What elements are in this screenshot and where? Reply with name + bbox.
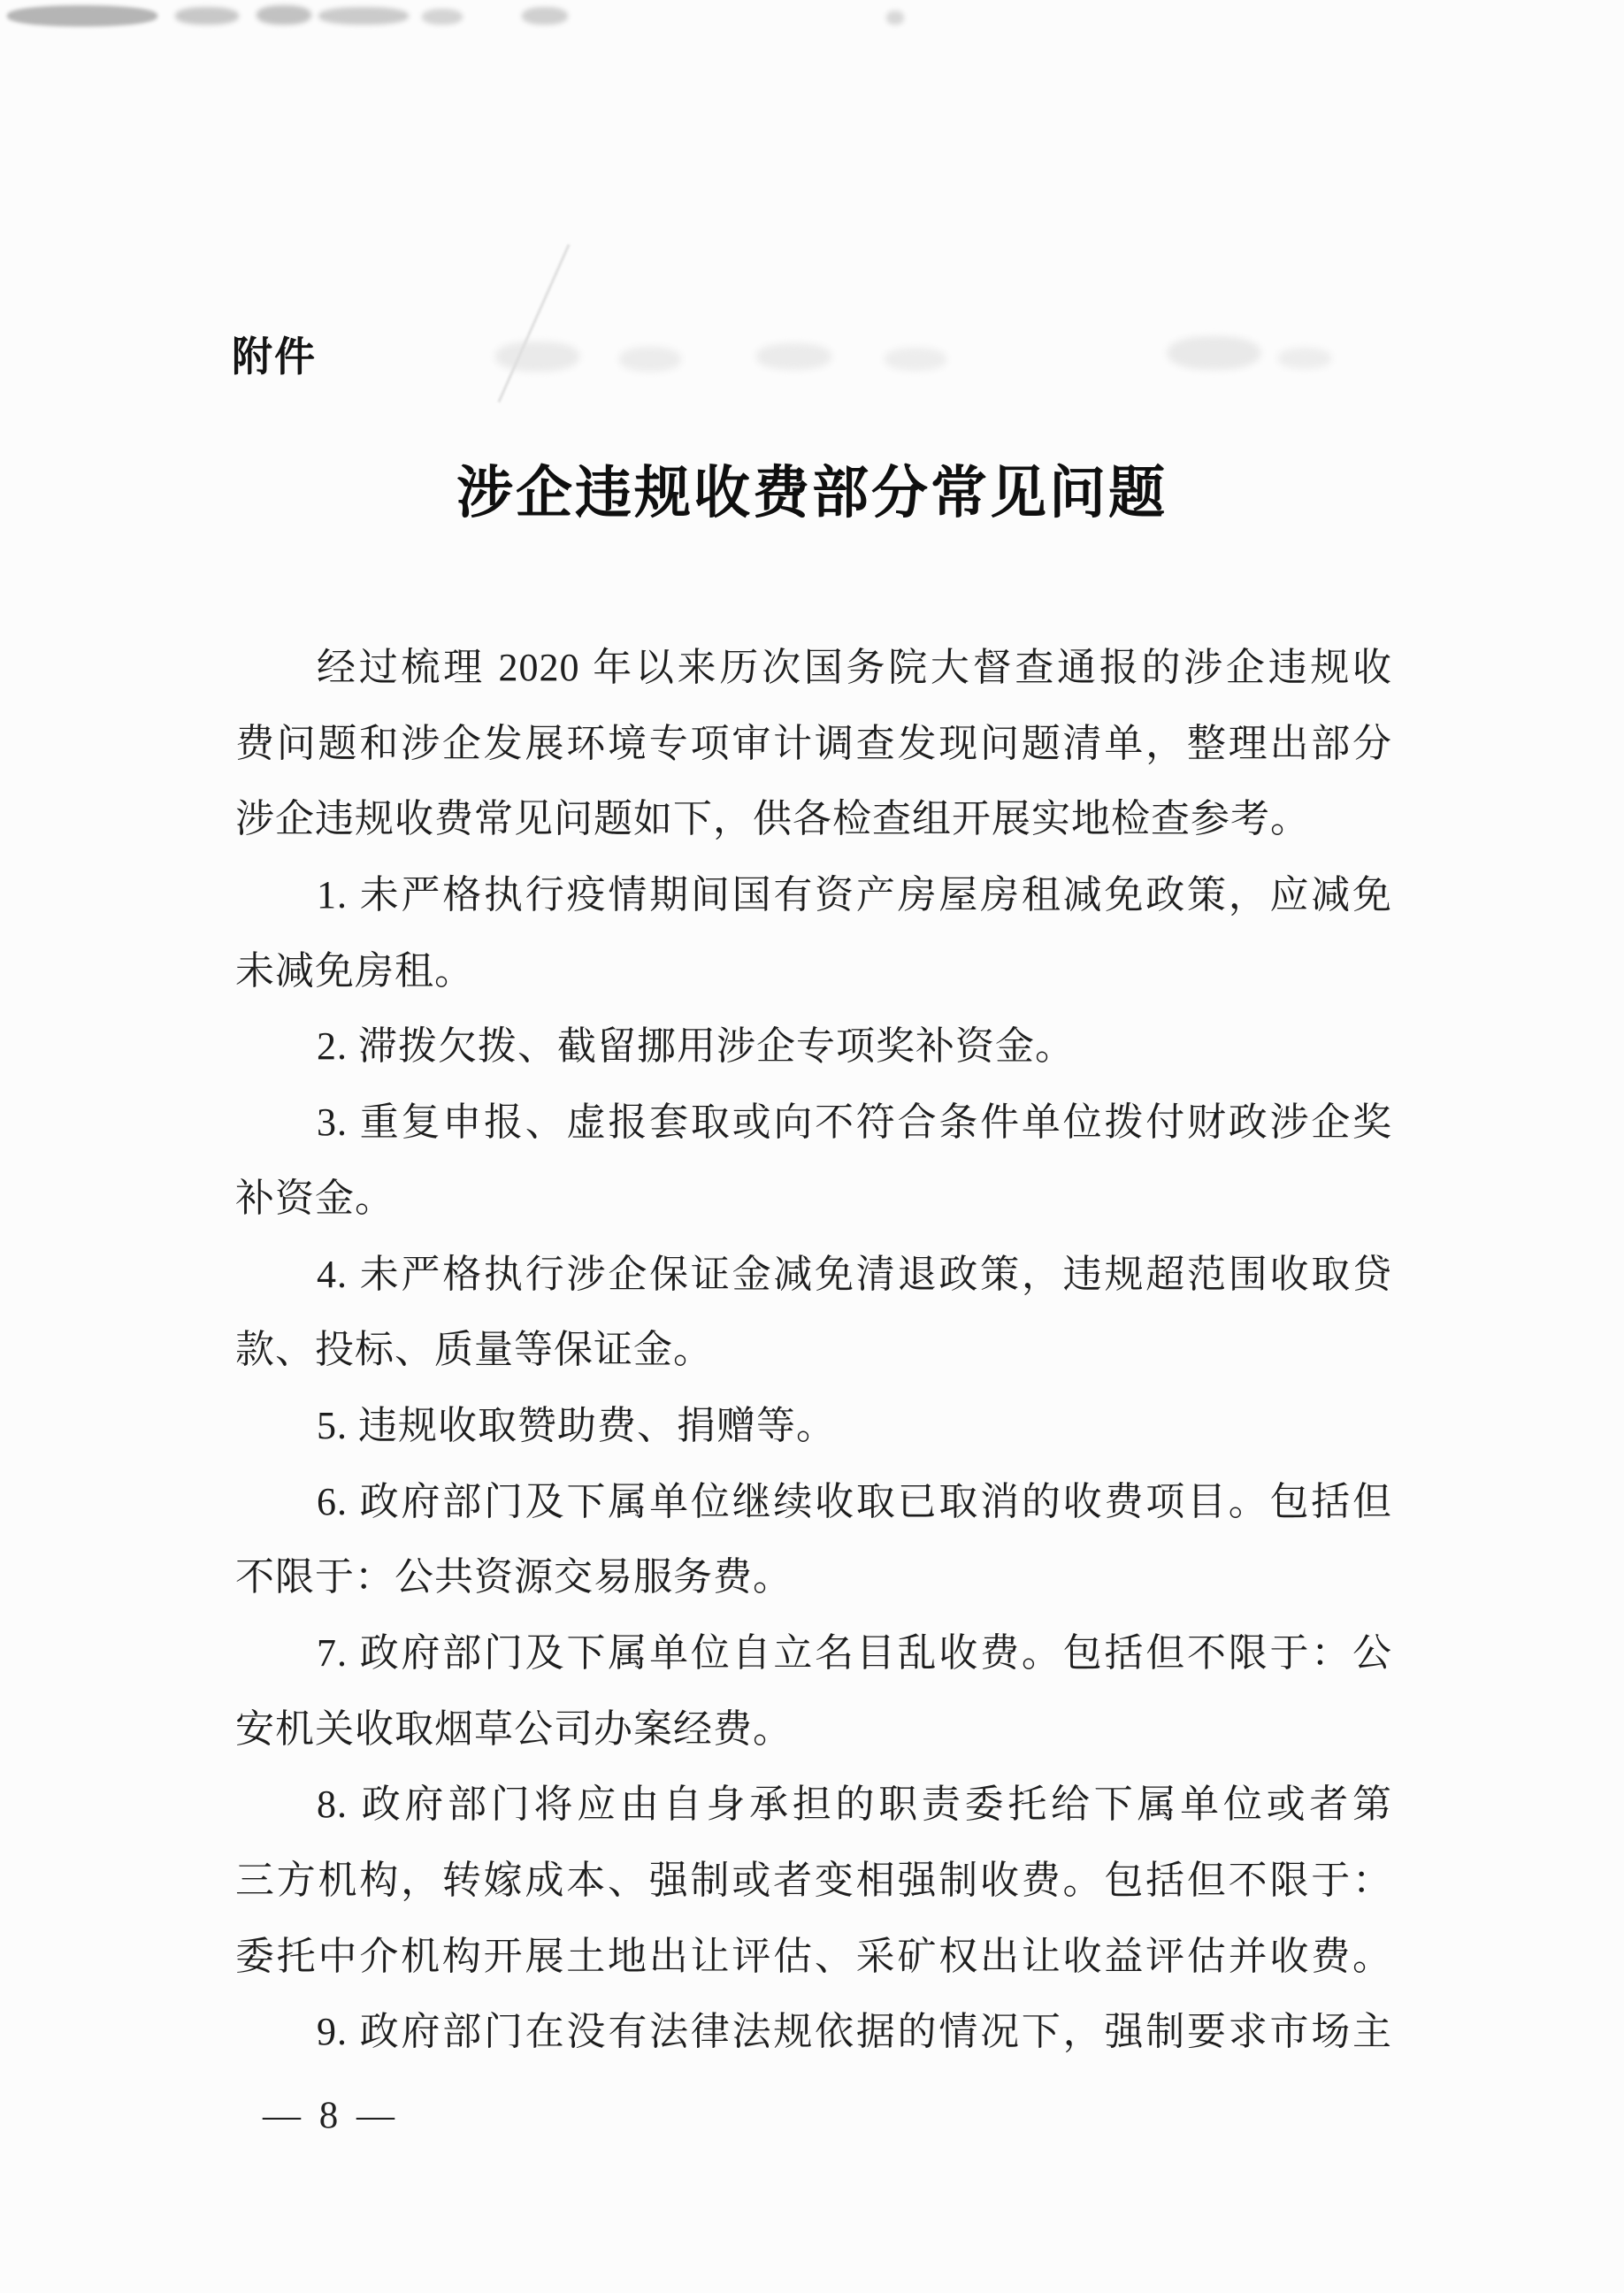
body-line-7: 3. 重复申报、虚报套取或向不符合条件单位拨付财政涉企奖	[317, 1100, 1392, 1145]
scan-smudge	[495, 341, 579, 372]
body-line-10: 款、投标、质量等保证金。	[235, 1328, 713, 1372]
scan-smudge	[885, 348, 946, 371]
scan-smudge	[619, 347, 681, 372]
body-line-6: 2. 滞拨欠拨、截留挪用涉企专项奖补资金。	[317, 1024, 1075, 1069]
body-line-9: 4. 未严格执行涉企保证金减免清退政策，违规超范围收取贷	[317, 1252, 1392, 1296]
scan-smudge	[886, 11, 904, 25]
scan-scratch	[497, 244, 570, 403]
body-line-12: 6. 政府部门及下属单位继续收取已取消的收费项目。包括但	[317, 1479, 1392, 1523]
body-text	[235, 630, 1392, 2070]
body-line-16: 8. 政府部门将应由自身承担的职责委托给下属单位或者第	[317, 1783, 1392, 1827]
body-line-19: 9. 政府部门在没有法律法规依据的情况下，强制要求市场主	[317, 2010, 1392, 2054]
body-line-15: 安机关收取烟草公司办案经费。	[235, 1706, 793, 1751]
body-line-1: 经过梳理 2020 年以来历次国务院大督查通报的涉企违规收	[317, 646, 1392, 689]
scan-smudge	[318, 7, 409, 25]
scan-smudge	[422, 9, 463, 25]
scan-smudge	[1168, 336, 1260, 370]
scan-smudge	[522, 7, 568, 25]
scan-smudge	[175, 7, 239, 25]
body-line-17: 三方机构，转嫁成本、强制或者变相强制收费。包括但不限于：	[235, 1859, 1392, 1902]
scan-smudge	[7, 5, 157, 27]
body-line-13: 不限于：公共资源交易服务费。	[235, 1555, 793, 1599]
body-line-11: 5. 违规收取赞助费、捐赠等。	[317, 1403, 836, 1447]
body-line-5: 未减免房租。	[235, 948, 474, 993]
document-title: 涉企违规收费部分常见问题	[456, 462, 1168, 525]
scan-smudge	[756, 343, 831, 370]
page-number: — 8 —	[263, 2095, 399, 2136]
body-line-4: 1. 未严格执行疫情期间国有资产房屋房租减免政策，应减免	[317, 873, 1392, 917]
scan-smudge	[257, 5, 311, 25]
body-line-14: 7. 政府部门及下属单位自立名目乱收费。包括但不限于：公	[317, 1630, 1392, 1675]
body-line-3: 涉企违规收费常见问题如下，供各检查组开展实地检查参考。	[235, 797, 1310, 841]
body-line-8: 补资金。	[235, 1176, 395, 1220]
body-line-2: 费问题和涉企发展环境专项审计调查发现问题清单，整理出部分	[235, 721, 1392, 765]
body-line-18: 委托中介机构开展土地出让评估、采矿权出让收益评估并收费。	[235, 1934, 1392, 1978]
scan-smudge	[1278, 348, 1331, 369]
attachment-label: 附件	[232, 334, 317, 380]
